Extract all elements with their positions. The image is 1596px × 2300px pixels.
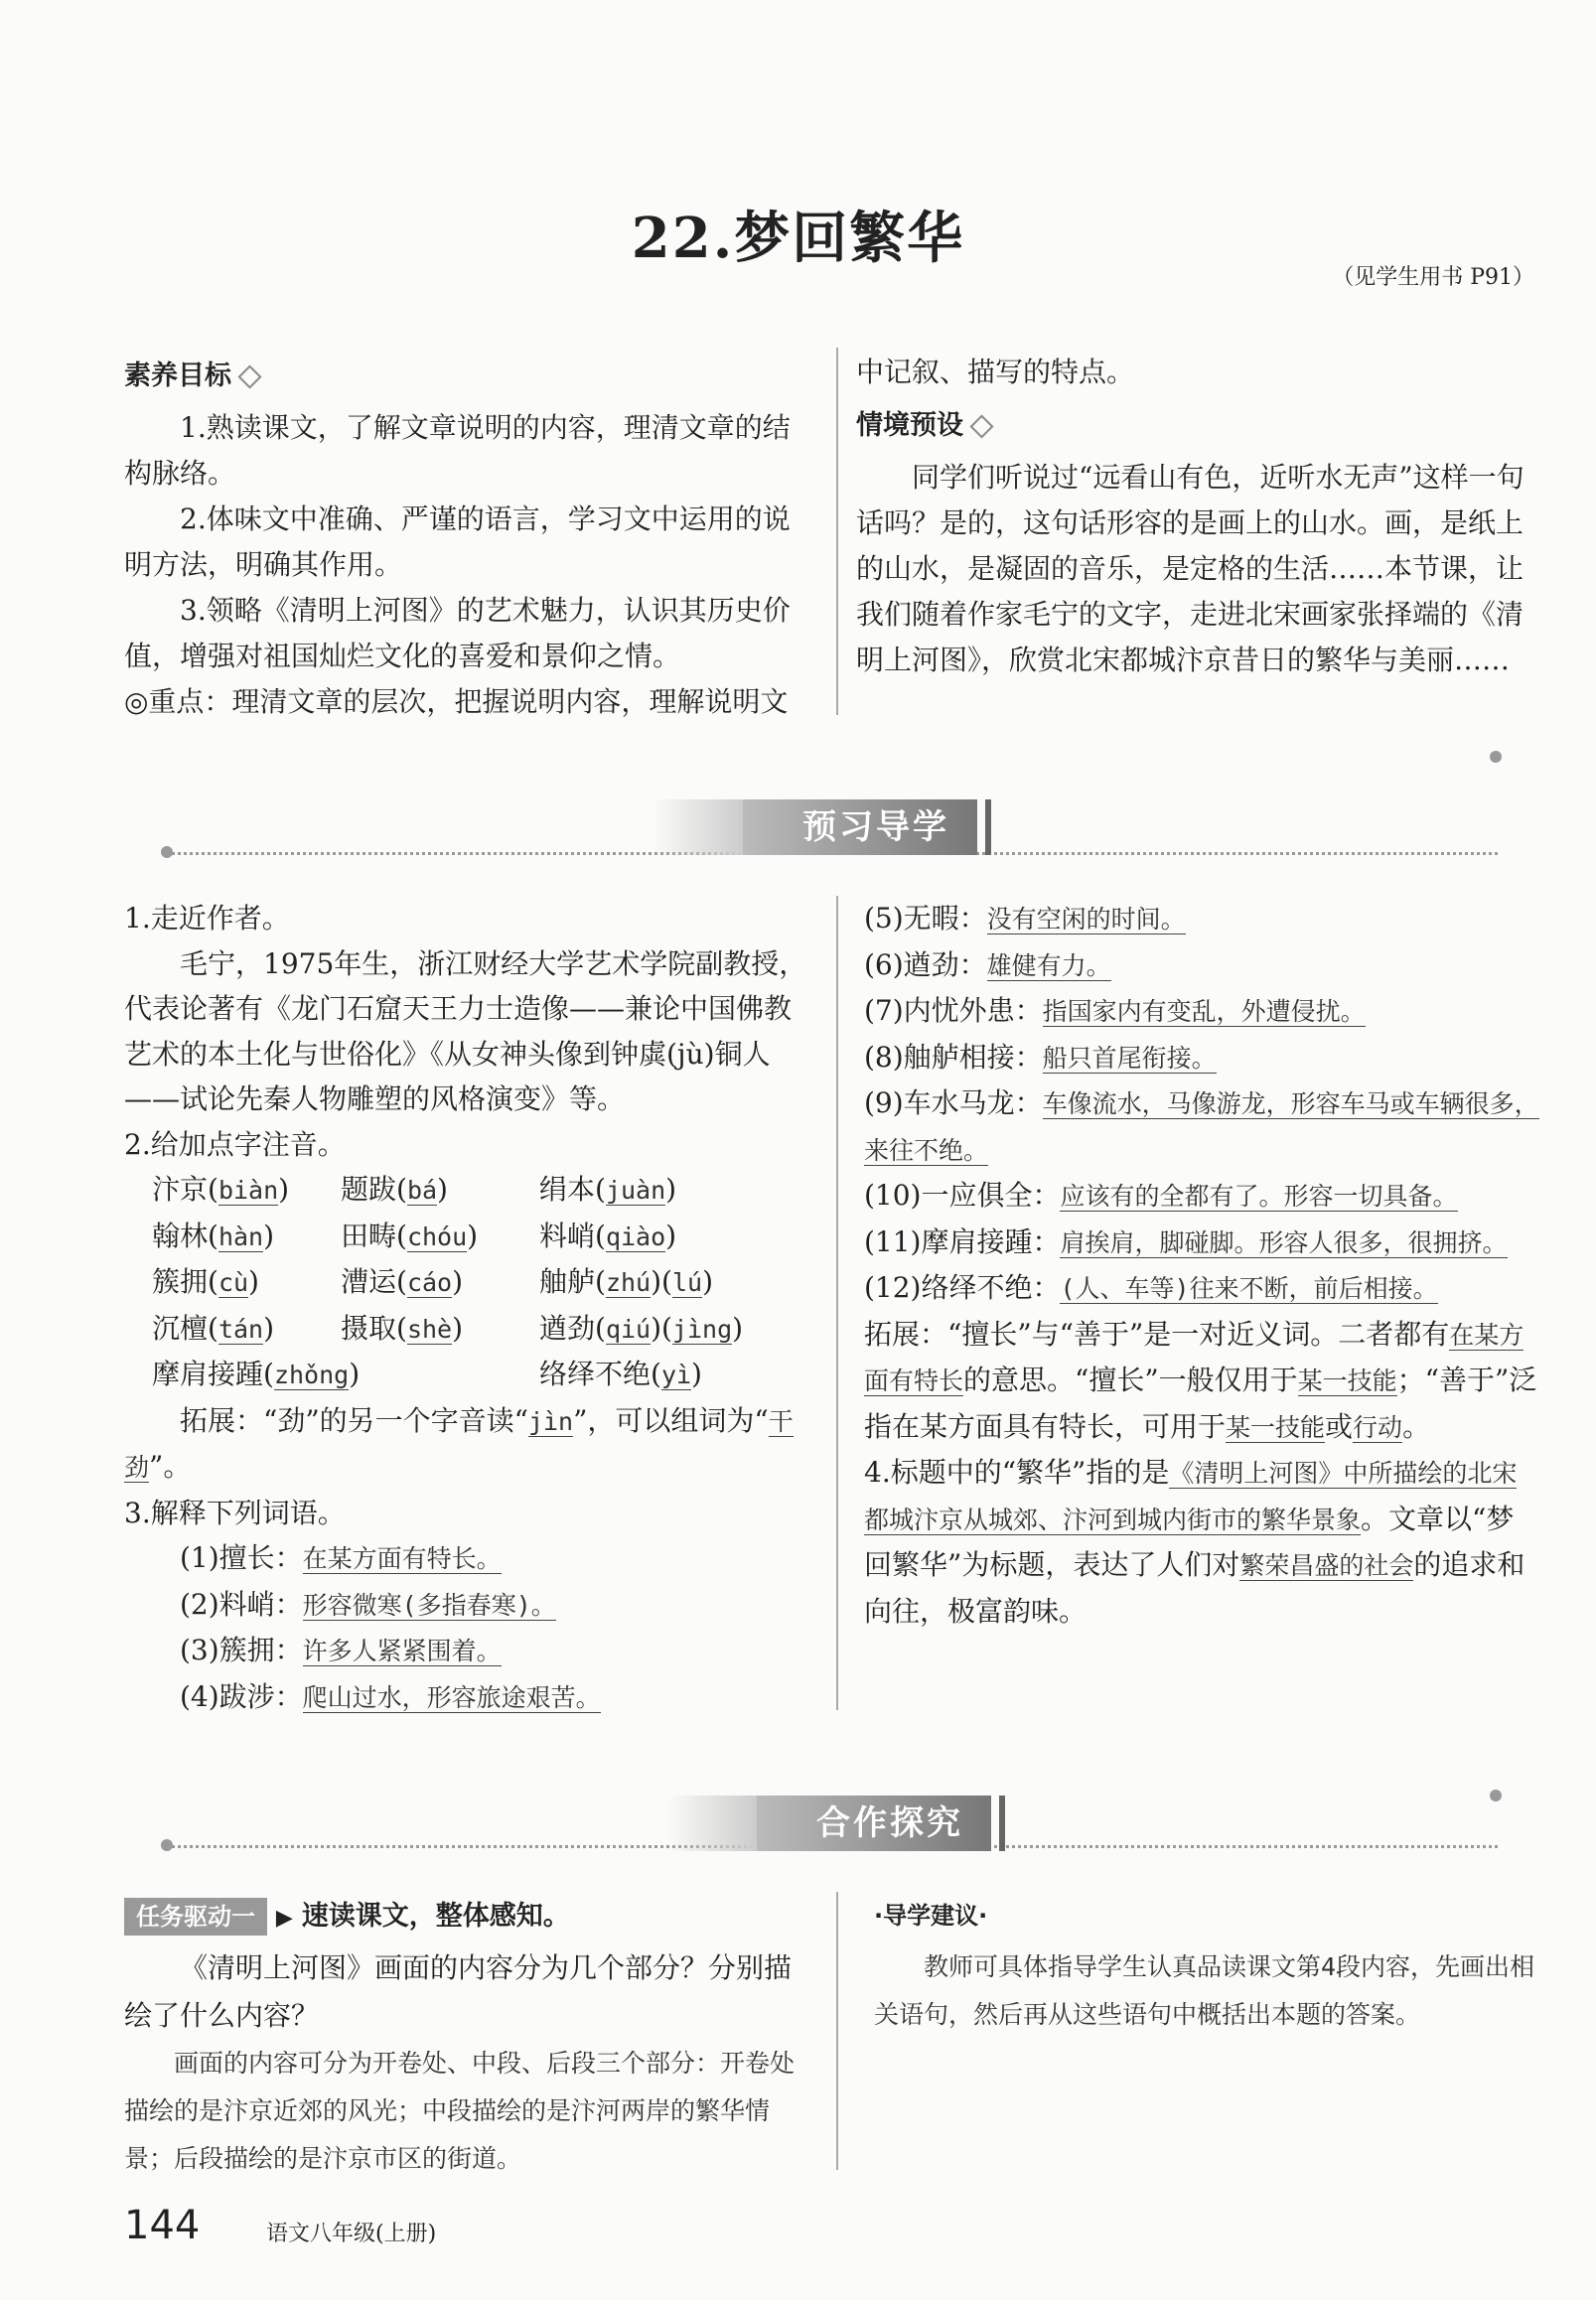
divider-dot	[161, 846, 173, 858]
pinyin-item: 络绎不绝(yì)	[539, 1358, 702, 1390]
scenario-text: 同学们听说过“远看山有色，近听水无声”这样一句话吗？是的，这句话形容的是画上的山水。画，是纸上的山水，是凝固的音乐，是定格的生活……本节课，让我们随着作家毛宁的文字，走进北宋画家张择端的《清明上河图》，欣赏北宋都城汴京昔日的繁华与美丽……	[856, 461, 1524, 676]
word-item: (4)跋涉：爬山过水，形容旅途艰苦。	[180, 1679, 601, 1713]
word-item: (12)络绎不绝：(人、车等)往来不断，前后相接。	[864, 1271, 1438, 1304]
word-item: (10)一应俱全：应该有的全都有了。形容一切具备。	[864, 1179, 1458, 1212]
task-section	[124, 1892, 809, 2183]
word-item: (1)擅长：在某方面有特长。	[180, 1541, 502, 1574]
pinyin-item: 题跋(bá)	[341, 1173, 448, 1206]
column-divider	[836, 1892, 838, 2170]
pinyin-item: 漕运(cáo)	[341, 1265, 464, 1298]
page-number: 144	[124, 2203, 201, 2248]
extension-jin: 拓展：“劲”的另一个字音读“jìn”，可以组词为“干劲”。	[124, 1403, 794, 1483]
word-item: (5)无暇：没有空闲的时间。	[864, 902, 1186, 934]
triangle-icon: ▶	[275, 1906, 293, 1931]
word-item: (3)簇拥：许多人紧紧围着。	[180, 1634, 502, 1666]
task-heading-row	[124, 1892, 809, 1942]
divider-dot	[161, 1839, 173, 1851]
goals-heading: 素养目标	[124, 354, 809, 399]
pinyin-item: 田畴(chóu)	[341, 1219, 479, 1252]
key-point: ◎重点：理清文章的层次，把握说明内容，理解说明文	[124, 685, 789, 718]
extension-synonyms: 拓展：“擅长”与“善于”是一对近义词。二者都有在某方面有特长的意思。“擅长”一般仅用于某一技能；“善于”泛指在某方面具有特长，可用于某一技能或行动。	[864, 1317, 1537, 1443]
task-answer: 画面的内容可分为开卷处、中段、后段三个部分：开卷处描绘的是汴京近郊的风光；中段描绘的是汴河两岸的繁华情景；后段描绘的是汴京市区的街道。	[124, 2049, 796, 2173]
preview-left	[124, 896, 809, 1720]
task-heading: 速读课文，整体感知。	[301, 1901, 570, 1932]
author-intro: 毛宁，1975年生，浙江财经大学艺术学院副教授，代表论著有《龙门石窟天王力士造像——兼论中国佛教艺术的本土化与世俗化》《从女神头像到钟虡(jù)铜人——试论先秦人物雕塑的风格演变》等。	[124, 946, 807, 1115]
pinyin-item: 汴京(biàn)	[152, 1173, 290, 1206]
divider-dot	[1490, 1790, 1502, 1801]
pinyin-item: 翰林(hàn)	[152, 1219, 275, 1252]
pinyin-grid-last	[124, 1352, 809, 1398]
diamond-icon	[969, 414, 993, 438]
task-tag: 任务驱动一	[124, 1898, 267, 1936]
pinyin-item: 舳舻(zhú)(lú)	[539, 1265, 713, 1298]
word-item: (2)料峭：形容微寒(多指春寒)。	[180, 1587, 556, 1621]
word-item: (6)遒劲：雄健有力。	[864, 947, 1111, 981]
column-divider	[836, 896, 838, 1710]
pinyin-item: 绢本(juàn)	[539, 1173, 677, 1206]
column-divider	[836, 348, 838, 715]
preview-right	[864, 896, 1539, 1634]
question-1: 1.走近作者。	[124, 902, 290, 934]
pinyin-item: 沉檀(tán)	[152, 1311, 275, 1345]
goal-item-1: 1.熟读课文，了解文章说明的内容，理清文章的结构脉络。	[124, 411, 791, 490]
diamond-icon	[237, 364, 261, 388]
key-point-continued: 中记叙、描写的特点。	[856, 356, 1135, 388]
book-name: 语文八年级(上册)	[266, 2222, 437, 2246]
scenario-section	[856, 350, 1541, 683]
pinyin-grid	[124, 1167, 809, 1352]
word-item: (11)摩肩接踵：肩挨肩，脚碰脚。形容人很多，很拥挤。	[864, 1224, 1508, 1258]
textbook-reference: （见学生用书 P91）	[1332, 265, 1534, 290]
goal-item-2: 2.体味文中准确、严谨的语言，学习文中运用的说明方法，明确其作用。	[124, 503, 791, 581]
guide-heading: ·导学建议·	[874, 1902, 988, 1930]
page-title: 22.梦回繁华	[631, 206, 965, 271]
pinyin-item: 遒劲(qiú)(jìng)	[539, 1311, 744, 1345]
divider-dot	[1490, 751, 1502, 763]
word-item: (8)舳舻相接：船只首尾衔接。	[864, 1040, 1217, 1074]
scenario-heading: 情境预设	[856, 403, 1541, 449]
question-2: 2.给加点字注音。	[124, 1127, 346, 1161]
goal-item-3: 3.领略《清明上河图》的艺术魅力，认识其历史价值，增强对祖国灿烂文化的喜爱和景仰之情。	[124, 594, 791, 672]
section-banner-preview: 预习导学	[743, 799, 977, 855]
word-item: (7)内忧外患：指国家内有变乱，外遭侵扰。	[864, 994, 1366, 1027]
section-banner-cooperate: 合作探究	[757, 1796, 991, 1851]
pinyin-item: 料峭(qiào)	[539, 1219, 677, 1252]
pinyin-item: 摩肩接踵(zhǒng)	[152, 1358, 361, 1390]
pinyin-item: 摄取(shè)	[341, 1311, 464, 1345]
pinyin-item: 簇拥(cù)	[152, 1265, 259, 1298]
task-question: 《清明上河图》画面的内容分为几个部分？分别描绘了什么内容？	[124, 1951, 793, 2032]
goals-section	[124, 354, 809, 725]
question-3: 3.解释下列词语。	[124, 1496, 346, 1529]
word-item: (9)车水马龙：车像流水，马像游龙，形容车马或车辆很多，来往不绝。	[864, 1086, 1539, 1165]
guide-text: 教师可具体指导学生认真品读课文第4段内容，先画出相关语句，然后再从这些语句中概括出本题的答案。	[874, 1952, 1535, 2029]
guide-section	[874, 1892, 1539, 2039]
question-4: 4.标题中的“繁华”指的是《清明上河图》中所描绘的北宋都城汴京从城郊、汴河到城内街市的繁华景象。文章以“梦回繁华”为标题，表达了人们对繁荣昌盛的社会的追求和向往，极富韵味。	[864, 1456, 1525, 1628]
